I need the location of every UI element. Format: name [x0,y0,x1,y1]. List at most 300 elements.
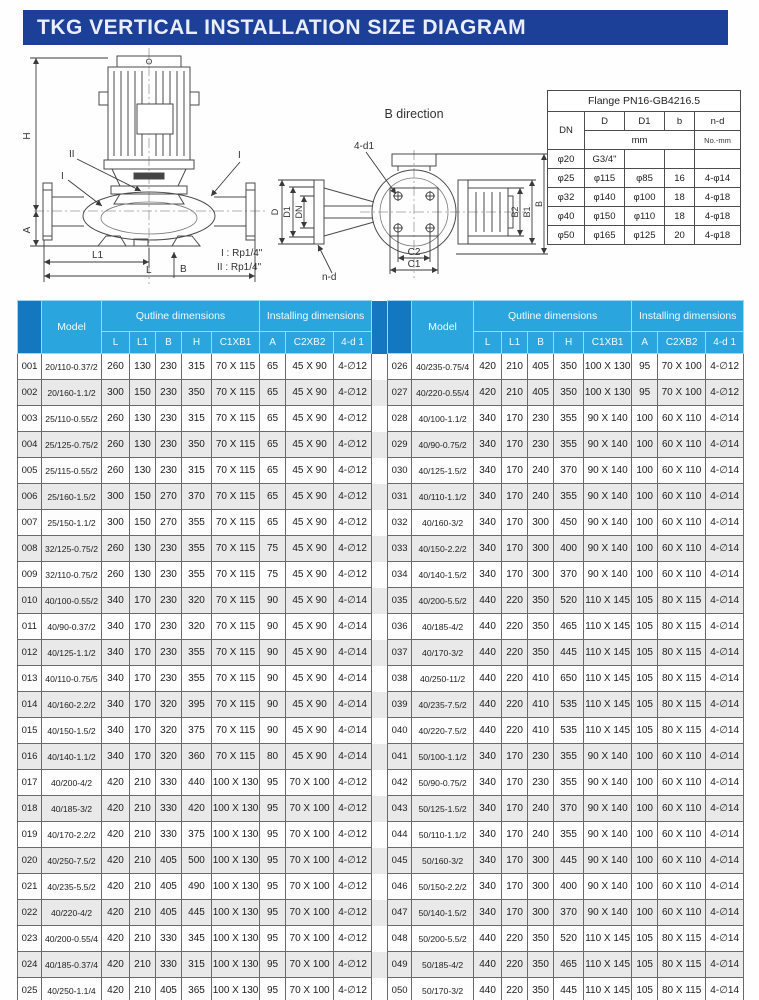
spec-cell: 4-∅14 [706,926,744,952]
row-number-cell: 035 [388,588,412,614]
spec-cell: 100 [632,796,658,822]
spec-cell: 4-∅12 [334,562,372,588]
spec-cell: 4-∅12 [334,406,372,432]
spec-cell: 4-∅14 [706,874,744,900]
row-number-cell: 013 [18,666,42,692]
spec-cell: 355 [554,484,584,510]
dim-label-h: H [22,132,33,140]
spec-cell: 45 X 90 [286,588,334,614]
spec-cell: 4-∅14 [334,666,372,692]
table-row [18,614,744,640]
spec-cell: 70 X 115 [212,718,260,744]
flange-cell: G3/4" [585,150,625,169]
spec-cell: 45 X 90 [286,536,334,562]
spec-cell: 355 [182,536,212,562]
spec-cell: 70 X 115 [212,510,260,536]
spec-cell: 220 [502,926,528,952]
spec-cell: 100 [632,848,658,874]
spec-cell: 80 X 115 [658,588,706,614]
spec-cell: 105 [632,614,658,640]
flange-cell: 16 [665,169,695,188]
spec-cell: 105 [632,588,658,614]
spec-cell: 300 [528,510,554,536]
spec-cell: 340 [474,432,502,458]
spec-cell: 440 [474,718,502,744]
spec-cell: 90 X 140 [584,744,632,770]
table-gap [372,484,388,510]
flange-row [548,169,741,188]
table-gap [372,926,388,952]
flange-row [548,150,741,169]
spec-cell: 100 [632,536,658,562]
spec-cell: 210 [130,874,156,900]
spec-cell: 420 [102,796,130,822]
spec-cell: 210 [130,848,156,874]
model-cell: 40/170-2.2/2 [42,822,102,848]
spec-cell: 410 [528,666,554,692]
spec-cell: 90 X 140 [584,874,632,900]
spec-cell: 70 X 115 [212,458,260,484]
row-number-cell: 015 [18,718,42,744]
spec-cell: 170 [502,562,528,588]
row-number-cell: 036 [388,614,412,640]
dim-label-l1: L1 [92,250,104,261]
spec-cell: 370 [554,458,584,484]
model-cell: 40/150-2.2/2 [412,536,474,562]
flange-cell: φ40 [548,207,585,226]
spec-cell: 230 [156,536,182,562]
spec-cell: 100 X 130 [212,822,260,848]
model-cell: 40/235-7.5/2 [412,692,474,718]
row-number-cell: 025 [18,978,42,1000]
spec-cell: 45 X 90 [286,640,334,666]
spec-cell: 90 [260,666,286,692]
model-cell: 40/125-1.5/2 [412,458,474,484]
spec-cell: 100 X 130 [584,354,632,380]
model-cell: 40/185-3/2 [42,796,102,822]
spec-cell: 95 [260,822,286,848]
spec-cell: 355 [554,406,584,432]
spec-cell: 400 [554,536,584,562]
spec-cell: 100 [632,510,658,536]
table-row [18,900,744,926]
spec-cell: 60 X 110 [658,406,706,432]
spec-cell: 4-∅14 [706,510,744,536]
spec-cell: 260 [102,406,130,432]
spec-cell: 130 [130,432,156,458]
table-row [18,796,744,822]
spec-cell: 4-∅14 [706,978,744,1000]
spec-cell: 70 X 100 [286,926,334,952]
flange-cell [665,150,695,169]
spec-cell: 320 [156,718,182,744]
flange-col-b: b [665,112,695,131]
spec-cell: 355 [554,432,584,458]
table-row [18,510,744,536]
spec-cell: 60 X 110 [658,536,706,562]
model-cell: 40/235-5.5/2 [42,874,102,900]
model-cell: 50/200-5.5/2 [412,926,474,952]
outline-sub-header: H [182,332,212,354]
row-number-cell: 047 [388,900,412,926]
table-row [18,848,744,874]
row-number-cell: 042 [388,770,412,796]
spec-cell: 240 [528,822,554,848]
spec-cell: 130 [130,536,156,562]
spec-cell: 45 X 90 [286,510,334,536]
flange-cell: φ165 [585,226,625,245]
spec-cell: 70 X 115 [212,588,260,614]
row-number-cell: 029 [388,432,412,458]
spec-cell: 350 [554,354,584,380]
spec-cell: 70 X 100 [658,380,706,406]
spec-cell: 95 [260,926,286,952]
spec-cell: 220 [502,588,528,614]
spec-cell: 420 [474,354,502,380]
spec-cell: 100 [632,406,658,432]
spec-cell: 45 X 90 [286,406,334,432]
spec-cell: 340 [474,796,502,822]
table-row [18,692,744,718]
spec-cell: 90 X 140 [584,770,632,796]
model-cell: 50/170-3/2 [412,978,474,1000]
spec-cell: 100 X 130 [212,900,260,926]
spec-cell: 370 [554,900,584,926]
install-sub-header: 4-d 1 [334,332,372,354]
spec-cell: 105 [632,978,658,1000]
table-gap [372,354,388,380]
table-gap [372,536,388,562]
spec-cell: 70 X 115 [212,562,260,588]
table-gap [372,640,388,666]
spec-cell: 100 [632,822,658,848]
row-number-cell: 037 [388,640,412,666]
spec-cell: 350 [182,380,212,406]
spec-cell: 230 [156,380,182,406]
spec-cell: 70 X 115 [212,666,260,692]
spec-cell: 130 [130,458,156,484]
dim-label-l: L [146,265,152,276]
row-number-cell: 048 [388,926,412,952]
spec-cell: 410 [528,692,554,718]
table-row [18,822,744,848]
spec-cell: 210 [130,770,156,796]
flange-unit-mm: mm [585,131,695,150]
spec-cell: 100 X 130 [584,380,632,406]
model-cell: 50/100-1.1/2 [412,744,474,770]
spec-cell: 445 [182,900,212,926]
spec-cell: 100 X 130 [212,926,260,952]
spec-cell: 340 [474,536,502,562]
spec-cell: 4-∅14 [706,744,744,770]
table-row [18,406,744,432]
spec-cell: 355 [554,744,584,770]
spec-cell: 260 [102,458,130,484]
spec-cell: 4-∅12 [334,900,372,926]
flange-cell: φ125 [625,226,665,245]
spec-cell: 70 X 115 [212,536,260,562]
spec-cell: 110 X 145 [584,926,632,952]
spec-cell: 220 [502,952,528,978]
spec-cell: 340 [102,640,130,666]
spec-cell: 60 X 110 [658,458,706,484]
spec-cell: 410 [528,718,554,744]
spec-cell: 90 X 140 [584,510,632,536]
spec-cell: 240 [528,458,554,484]
spec-cell: 90 [260,588,286,614]
model-cell: 40/170-3/2 [412,640,474,666]
model-cell: 25/110-0.55/2 [42,406,102,432]
spec-cell: 70 X 115 [212,432,260,458]
spec-cell: 65 [260,510,286,536]
table-gap [372,744,388,770]
row-number-cell: 009 [18,562,42,588]
spec-cell: 260 [102,562,130,588]
table-gap [372,406,388,432]
b-direction-title: B direction [384,107,444,121]
spec-cell: 420 [474,380,502,406]
spec-cell: 130 [130,562,156,588]
outline-sub-header: L [474,332,502,354]
spec-cell: 340 [102,692,130,718]
table-gap [372,614,388,640]
spec-cell: 330 [156,952,182,978]
spec-cell: 95 [260,848,286,874]
model-cell: 40/185-0.37/4 [42,952,102,978]
spec-cell: 60 X 110 [658,822,706,848]
spec-cell: 315 [182,354,212,380]
spec-cell: 4-∅12 [706,354,744,380]
spec-cell: 45 X 90 [286,484,334,510]
model-cell: 40/100-1.1/2 [412,406,474,432]
spec-cell: 420 [182,796,212,822]
spec-cell: 90 X 140 [584,432,632,458]
spec-cell: 170 [502,874,528,900]
spec-cell: 535 [554,718,584,744]
spec-cell: 70 X 100 [658,354,706,380]
spec-cell: 210 [130,926,156,952]
spec-cell: 405 [156,874,182,900]
spec-cell: 500 [182,848,212,874]
spec-cell: 150 [130,510,156,536]
spec-cell: 45 X 90 [286,354,334,380]
row-number-cell: 006 [18,484,42,510]
spec-cell: 330 [156,770,182,796]
spec-cell: 80 X 115 [658,926,706,952]
spec-cell: 340 [474,874,502,900]
row-number-cell: 039 [388,692,412,718]
spec-cell: 150 [130,380,156,406]
port-note-i: I : Rp1/4" [221,248,263,259]
dim-label-b1: B1 [522,206,532,218]
spec-cell: 170 [502,796,528,822]
spec-cell: 80 X 115 [658,666,706,692]
flange-cell: φ100 [625,188,665,207]
spec-cell: 450 [554,510,584,536]
outline-sub-header: L [102,332,130,354]
table-row [18,588,744,614]
spec-cell: 70 X 115 [212,484,260,510]
spec-cell: 170 [130,614,156,640]
spec-cell: 4-∅14 [334,614,372,640]
flange-cell: φ150 [585,207,625,226]
spec-cell: 100 X 130 [212,796,260,822]
spec-cell: 405 [528,380,554,406]
spec-cell: 90 [260,614,286,640]
row-number-cell: 005 [18,458,42,484]
flange-cell: φ32 [548,188,585,207]
spec-cell: 65 [260,458,286,484]
model-cell: 25/125-0.75/2 [42,432,102,458]
row-number-cell: 002 [18,380,42,406]
spec-cell: 4-∅12 [334,874,372,900]
flange-col-nd: n-d [695,112,741,131]
spec-cell: 240 [528,796,554,822]
spec-cell: 4-∅14 [706,484,744,510]
spec-cell: 70 X 115 [212,744,260,770]
spec-cell: 365 [182,978,212,1000]
spec-cell: 210 [130,822,156,848]
table-gap [372,562,388,588]
model-cell: 32/125-0.75/2 [42,536,102,562]
spec-cell: 95 [260,978,286,1000]
spec-cell: 300 [528,900,554,926]
outline-sub-header: H [554,332,584,354]
spec-cell: 70 X 100 [286,770,334,796]
dim-label-d: D [270,208,280,216]
spec-cell: 4-∅12 [334,380,372,406]
row-number-cell: 020 [18,848,42,874]
spec-cell: 60 X 110 [658,562,706,588]
spec-cell: 220 [502,666,528,692]
spec-cell: 95 [260,874,286,900]
spec-cell: 100 X 130 [212,952,260,978]
outline-sub-header: L1 [502,332,528,354]
table-row [18,484,744,510]
spec-cell: 60 X 110 [658,848,706,874]
spec-cell: 440 [474,666,502,692]
table-row [18,354,744,380]
row-number-header [18,301,42,354]
spec-cell: 355 [554,770,584,796]
table-gap [372,718,388,744]
spec-cell: 300 [102,380,130,406]
row-number-cell: 022 [18,900,42,926]
spec-cell: 110 X 145 [584,952,632,978]
flange-row [548,207,741,226]
spec-cell: 65 [260,406,286,432]
flange-cell: φ115 [585,169,625,188]
spec-cell: 4-∅14 [706,848,744,874]
spec-cell: 420 [102,978,130,1000]
spec-cell: 70 X 100 [286,822,334,848]
spec-cell: 4-∅12 [334,354,372,380]
spec-cell: 370 [554,796,584,822]
spec-cell: 420 [102,822,130,848]
spec-cell: 60 X 110 [658,484,706,510]
model-cell: 25/115-0.55/2 [42,458,102,484]
spec-cell: 90 [260,692,286,718]
spec-cell: 80 [260,744,286,770]
spec-cell: 4-∅12 [334,978,372,1000]
dim-label-4d1: 4-d1 [354,141,375,152]
spec-cell: 465 [554,952,584,978]
spec-cell: 80 X 115 [658,952,706,978]
spec-cell: 230 [156,562,182,588]
spec-cell: 4-∅12 [334,536,372,562]
spec-cell: 230 [156,588,182,614]
spec-cell: 270 [156,510,182,536]
spec-cell: 220 [502,718,528,744]
spec-cell: 105 [632,666,658,692]
row-number-cell: 038 [388,666,412,692]
model-header: Model [412,301,474,354]
spec-cell: 70 X 100 [286,848,334,874]
model-cell: 40/90-0.75/2 [412,432,474,458]
spec-cell: 100 [632,900,658,926]
outline-dimensions-header: Qutline dimensions [102,301,260,332]
row-number-cell: 001 [18,354,42,380]
spec-cell: 170 [502,744,528,770]
table-gap [372,510,388,536]
spec-cell: 105 [632,952,658,978]
spec-cell: 70 X 115 [212,640,260,666]
spec-cell: 210 [130,900,156,926]
spec-cell: 440 [474,978,502,1000]
spec-cell: 170 [502,822,528,848]
spec-cell: 60 X 110 [658,770,706,796]
spec-cell: 105 [632,640,658,666]
spec-cell: 170 [502,848,528,874]
spec-cell: 100 [632,484,658,510]
row-number-cell: 011 [18,614,42,640]
flange-cell: φ25 [548,169,585,188]
model-cell: 40/200-5.5/2 [412,588,474,614]
model-cell: 50/125-1.5/2 [412,796,474,822]
model-cell: 40/235-0.75/4 [412,354,474,380]
flange-row [548,188,741,207]
spec-cell: 230 [156,614,182,640]
flange-row [548,226,741,245]
spec-cell: 4-∅14 [706,718,744,744]
table-row [18,952,744,978]
spec-cell: 90 [260,640,286,666]
spec-cell: 80 X 115 [658,640,706,666]
spec-cell: 355 [182,562,212,588]
dim-label-b2: B2 [510,206,520,218]
spec-cell: 395 [182,692,212,718]
spec-cell: 4-∅14 [706,796,744,822]
spec-cell: 170 [502,536,528,562]
flange-cell: φ20 [548,150,585,169]
spec-cell: 65 [260,380,286,406]
model-cell: 25/160-1.5/2 [42,484,102,510]
spec-cell: 90 [260,718,286,744]
spec-cell: 340 [102,744,130,770]
spec-cell: 105 [632,718,658,744]
flange-cell: φ50 [548,226,585,245]
dim-label-c2: C2 [407,247,421,258]
pump-side-labels [270,141,544,283]
model-cell: 40/250-1.1/4 [42,978,102,1000]
dim-label-c1: C1 [407,259,421,270]
flange-cell: 4-φ18 [695,207,741,226]
spec-cell: 4-∅14 [706,406,744,432]
row-number-cell: 040 [388,718,412,744]
spec-cell: 340 [474,562,502,588]
spec-cell: 420 [102,874,130,900]
flange-col-dn: DN [548,112,585,150]
